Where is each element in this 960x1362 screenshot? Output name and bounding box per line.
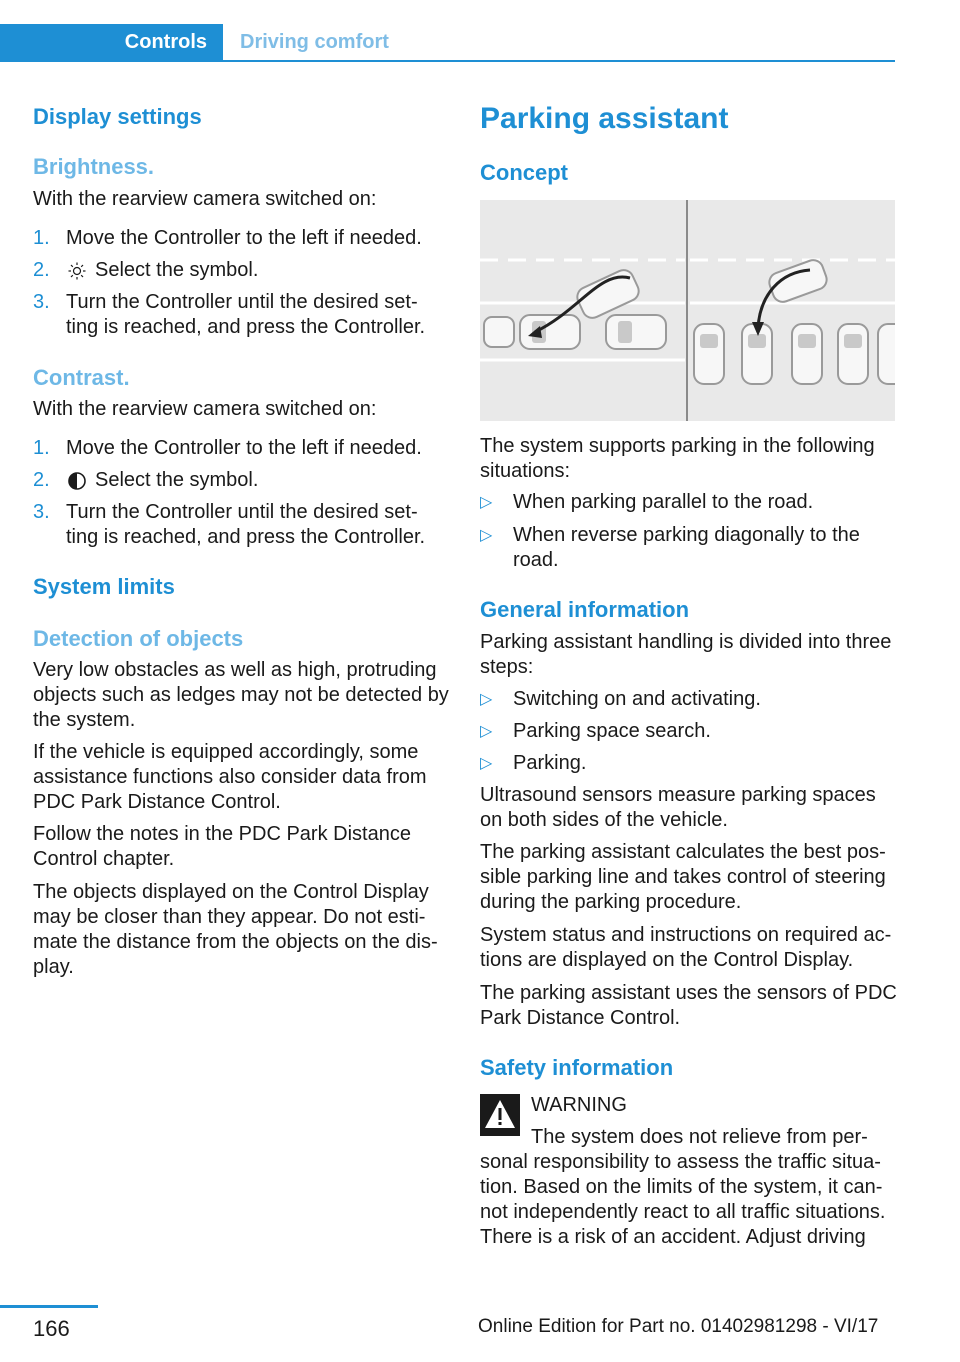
- warning-label: WARNING: [531, 1094, 627, 1116]
- equipped-paragraph: If the vehicle is equipped accordingly, some assistance functions also consider data from PDC Park Distance Control.: [33, 741, 427, 813]
- triangle-bullet-icon: ▷: [480, 755, 493, 772]
- notes-paragraph: Follow the notes in the PDC Park Distance Control chapter.: [33, 823, 411, 870]
- heading-detection-of-objects: Detection of objects: [33, 626, 244, 651]
- parking-diagram: [480, 200, 895, 421]
- general-paragraph: Parking assistant handling is divided into three steps:: [480, 631, 892, 678]
- brightness-intro: With the rearview camera switched on:: [33, 188, 377, 210]
- brightness-steps: [33, 226, 453, 356]
- list-item: 1. Move the Controller to the left if needed.: [33, 437, 422, 459]
- list-item: 1. Move the Controller to the left if needed.: [33, 227, 422, 249]
- list-item: ▷ Switching on and activating.: [480, 688, 761, 710]
- warning-first-line: The system does not relieve from per‐: [531, 1126, 868, 1148]
- list-item: ▷ Parking space search.: [480, 720, 711, 742]
- footer-accent-line: [0, 1305, 98, 1308]
- heading-safety-information: Safety information: [480, 1055, 674, 1080]
- situations-list: [480, 490, 905, 580]
- heading-brightness: Brightness.: [33, 154, 155, 179]
- brightness-icon: [67, 261, 87, 281]
- list-item: 3. Turn the Controller until the desired set‐ ting is reached, and press the Controller.: [33, 291, 426, 338]
- ultrasound-paragraph: Ultrasound sensors measure parking spaces on both sides of the vehicle.: [480, 784, 876, 831]
- objects-paragraph: The objects displayed on the Control Display may be closer than they appear. Do not esti‐ mate the distance from the objects on the dis‐ play.: [33, 881, 438, 978]
- list-item: ▷ When reverse parking diagonally to the road.: [480, 524, 860, 571]
- tab-controls[interactable]: Controls: [0, 24, 223, 60]
- heading-contrast: Contrast.: [33, 365, 130, 390]
- supports-paragraph: The system supports parking in the following situations:: [480, 435, 875, 482]
- heading-display-settings: Display settings: [33, 104, 202, 129]
- warning-paragraph: sonal responsibility to assess the traffic situa‐ tion. Based on the limits of the system, it can‐ not independently react to all traffic situations. There is a risk of an accident. Adjust driving: [480, 1151, 886, 1248]
- calculates-paragraph: The parking assistant calculates the best pos‐ sible parking line and takes control of steering during the parking procedure.: [480, 841, 886, 913]
- sensors-paragraph: The parking assistant uses the sensors of PDC Park Distance Control.: [480, 982, 897, 1029]
- detection-paragraph: Very low obstacles as well as high, protruding objects such as ledges may not be detected by the system.: [33, 659, 449, 731]
- contrast-intro: With the rearview camera switched on:: [33, 398, 377, 420]
- status-paragraph: System status and instructions on required ac‐ tions are displayed on the Control Display.: [480, 924, 892, 971]
- triangle-bullet-icon: ▷: [480, 691, 493, 708]
- contrast-icon: [67, 471, 87, 491]
- list-item: 2. Select the symbol.: [33, 259, 259, 281]
- list-item: 2. Select the symbol.: [33, 469, 259, 491]
- page-number: 166: [33, 1316, 70, 1341]
- contrast-steps: [33, 436, 453, 566]
- triangle-bullet-icon: ▷: [480, 723, 493, 740]
- warning-triangle-icon: [480, 1094, 520, 1136]
- header-tabbar: [0, 24, 895, 62]
- triangle-bullet-icon: ▷: [480, 494, 493, 511]
- list-item: 3. Turn the Controller until the desired set‐ ting is reached, and press the Controller.: [33, 501, 426, 548]
- heading-general-information: General information: [480, 597, 690, 622]
- tab-driving-comfort[interactable]: Driving comfort: [240, 31, 389, 53]
- edition-info: Online Edition for Part no. 01402981298 - VI/17: [478, 1316, 879, 1337]
- heading-parking-assistant: Parking assistant: [480, 102, 729, 135]
- heading-concept: Concept: [480, 160, 568, 185]
- list-item: ▷ Parking.: [480, 752, 587, 774]
- heading-system-limits: System limits: [33, 574, 175, 599]
- triangle-bullet-icon: ▷: [480, 527, 493, 544]
- list-item: ▷ When parking parallel to the road.: [480, 491, 814, 513]
- parking-illustration: [480, 200, 895, 421]
- steps-list: [480, 687, 905, 777]
